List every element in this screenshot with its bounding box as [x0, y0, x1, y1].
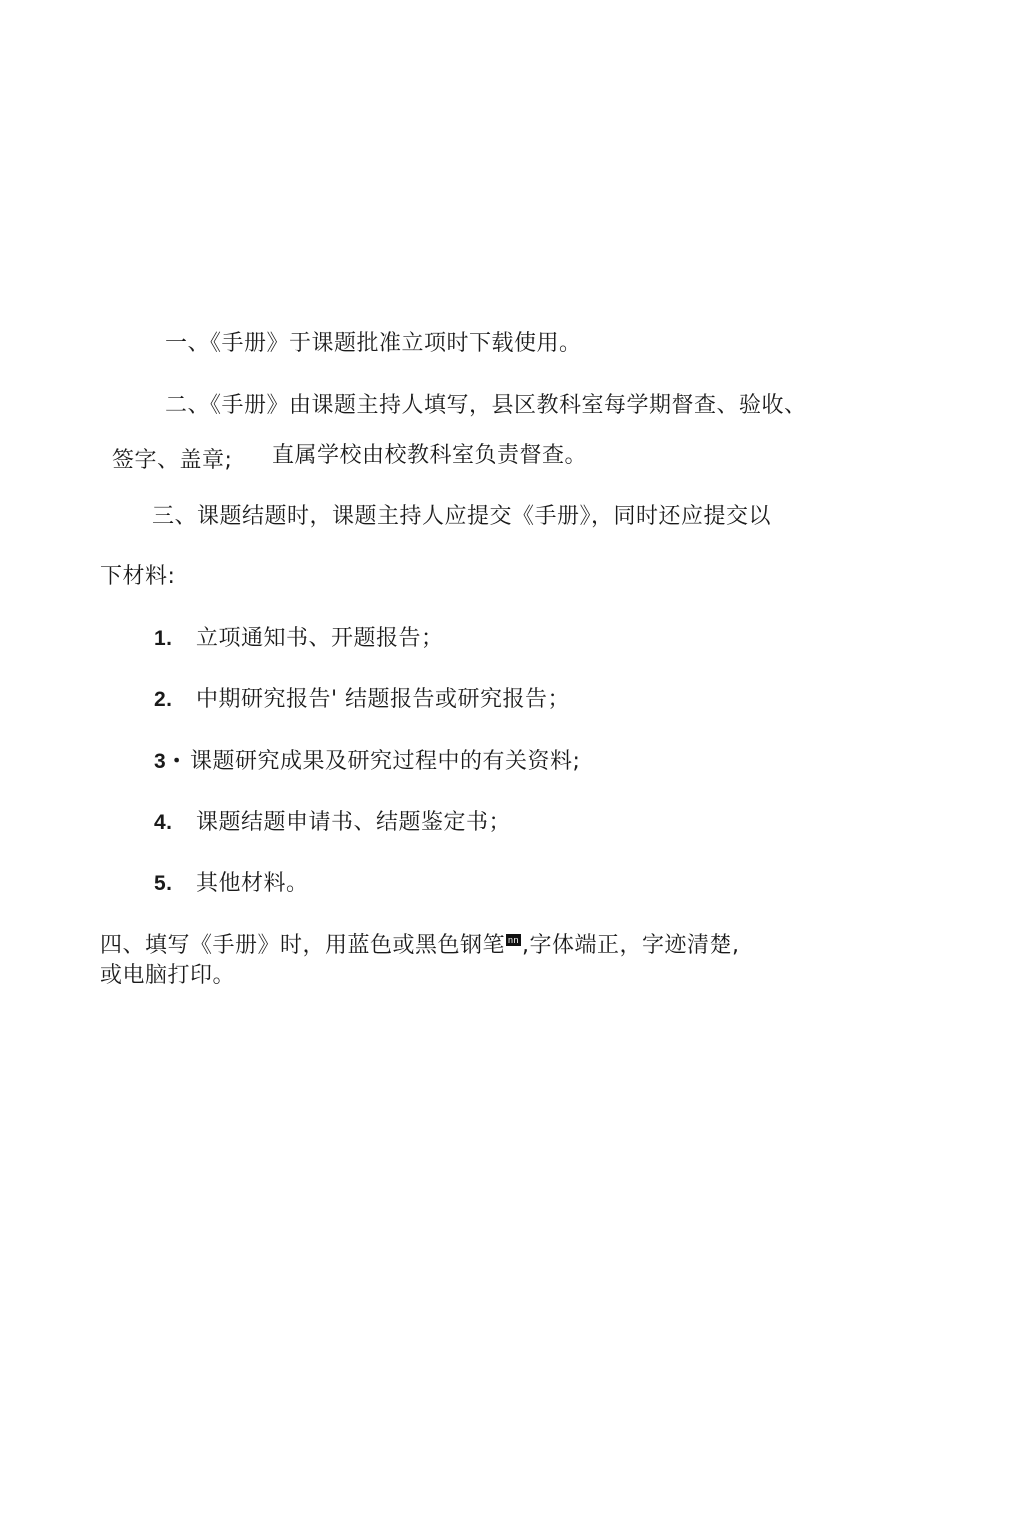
item-4-line-2: 或电脑打印。	[100, 963, 236, 988]
material-item	[154, 686, 570, 714]
material-text: 立项通知书、开题报告；	[196, 626, 444, 651]
material-item	[154, 870, 309, 898]
item-1-text: 一、《手册》于课题批准立项时下载使用。	[165, 331, 582, 356]
footnote-mark: nn	[508, 935, 520, 945]
item-4-text-pre: 四、填写《手册》时，用蓝色或黑色钢笔	[100, 933, 506, 958]
material-text: 中期研究报告' 结题报告或研究报告；	[196, 687, 571, 712]
material-number: 5.	[154, 872, 173, 895]
material-number: 1.	[154, 627, 173, 650]
item-2-line-1: 二、《手册》由课题主持人填写，县区教科室每学期督查、验收、	[165, 393, 807, 418]
material-text: 课题研究成果及研究过程中的有关资料;	[190, 749, 581, 774]
item-4-line-1	[100, 932, 740, 960]
material-item	[154, 809, 511, 837]
item-2-line-2a: 签字、盖章;	[112, 448, 233, 473]
material-number: 4.	[154, 811, 173, 834]
material-number: 3・	[154, 750, 188, 773]
material-text: 其他材料。	[196, 871, 309, 896]
item-2-line-2b: 直属学校由校教科室负责督查。	[272, 443, 588, 468]
item-3-line-1: 三、课题结题时，课题主持人应提交《手册》，同时还应提交以	[152, 504, 772, 529]
material-item	[154, 748, 580, 776]
material-text: 课题结题申请书、结题鉴定书；	[196, 810, 512, 835]
material-number: 2.	[154, 688, 173, 711]
item-4-text-post: ,字体端正，字迹清楚,	[522, 933, 740, 958]
item-3-line-2: 下材料:	[100, 564, 176, 589]
material-item	[154, 625, 444, 653]
